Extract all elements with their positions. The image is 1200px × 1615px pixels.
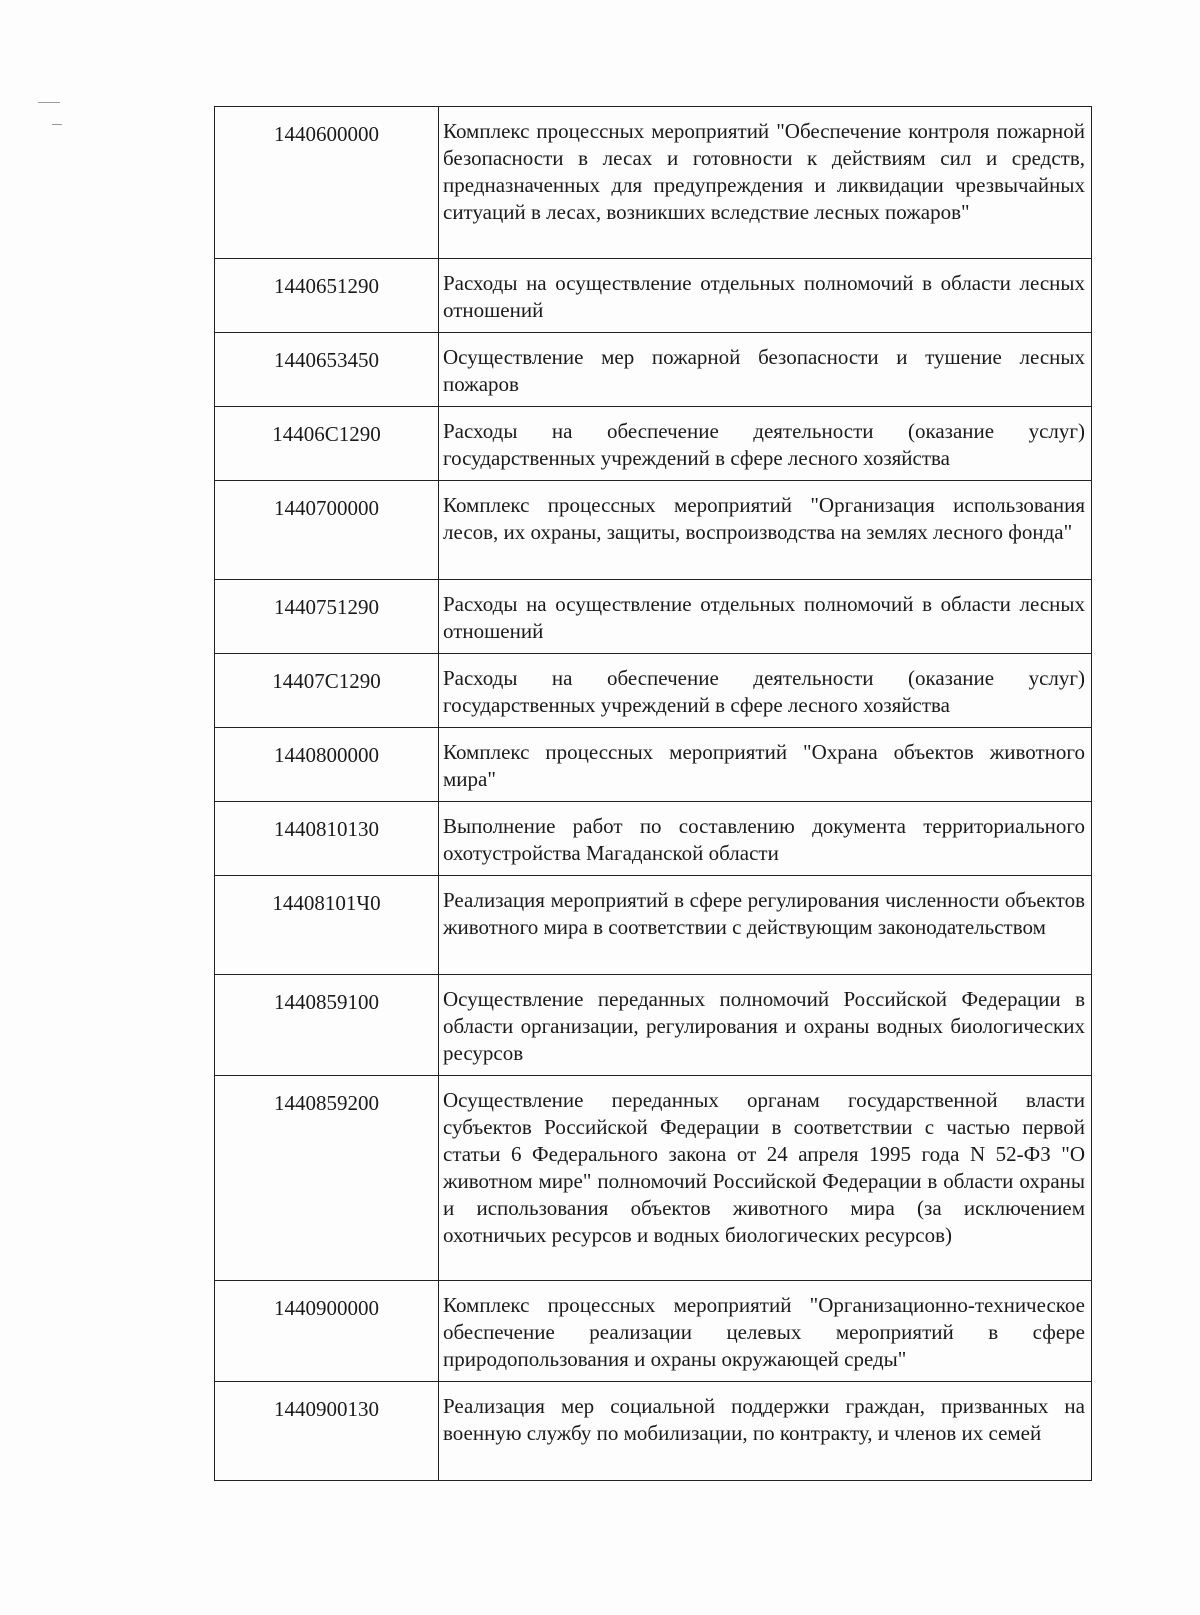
- row-description: Реализация мер социальной поддержки граждан, призванных на военную службу по мобилизации, по контракту, и членов их семей: [439, 1382, 1092, 1481]
- row-description: Выполнение работ по составлению документа территориального охотустройства Магаданской области: [439, 802, 1092, 876]
- table-row: [215, 407, 1092, 481]
- table-row: [215, 580, 1092, 654]
- row-description: Расходы на осуществление отдельных полномочий в области лесных отношений: [439, 580, 1092, 654]
- table-row: [215, 1076, 1092, 1281]
- row-description: Осуществление мер пожарной безопасности и тушение лесных пожаров: [439, 333, 1092, 407]
- table-row: [215, 802, 1092, 876]
- table-row: [215, 333, 1092, 407]
- row-description: Расходы на осуществление отдельных полномочий в области лесных отношений: [439, 259, 1092, 333]
- row-code: 1440600000: [215, 107, 439, 259]
- row-description: Осуществление переданных полномочий Российской Федерации в области организации, регулирования и охраны водных биологических ресурсов: [439, 975, 1092, 1076]
- table-row: [215, 728, 1092, 802]
- row-code: 1440653450: [215, 333, 439, 407]
- row-code: 14407С1290: [215, 654, 439, 728]
- table-row: [215, 654, 1092, 728]
- scan-speck: [38, 102, 60, 103]
- table-row: [215, 259, 1092, 333]
- scan-speck: [52, 124, 62, 125]
- row-description: Расходы на обеспечение деятельности (оказание услуг) государственных учреждений в сфере лесного хозяйства: [439, 654, 1092, 728]
- row-code: 1440810130: [215, 802, 439, 876]
- table-row: [215, 975, 1092, 1076]
- row-description: Комплекс процессных мероприятий "Охрана объектов животного мира": [439, 728, 1092, 802]
- row-code: 1440900000: [215, 1281, 439, 1382]
- row-description: Комплекс процессных мероприятий "Организационно-техническое обеспечение реализации целевых мероприятий в сфере природопользования и охраны окружающей среды": [439, 1281, 1092, 1382]
- row-code: 1440800000: [215, 728, 439, 802]
- table-body: [215, 107, 1092, 1481]
- row-code: 1440859100: [215, 975, 439, 1076]
- row-code: 14406С1290: [215, 407, 439, 481]
- row-code: 1440751290: [215, 580, 439, 654]
- row-code: 1440859200: [215, 1076, 439, 1281]
- table-row: [215, 1281, 1092, 1382]
- row-description: Комплекс процессных мероприятий "Организация использования лесов, их охраны, защиты, воспроизводства на землях лесного фонда": [439, 481, 1092, 580]
- row-code: 1440651290: [215, 259, 439, 333]
- row-code: 1440700000: [215, 481, 439, 580]
- row-description: Расходы на обеспечение деятельности (оказание услуг) государственных учреждений в сфере лесного хозяйства: [439, 407, 1092, 481]
- row-description: Реализация мероприятий в сфере регулирования численности объектов животного мира в соответствии с действующим законодательством: [439, 876, 1092, 975]
- budget-codes-table: [214, 106, 1092, 1481]
- table-row: [215, 107, 1092, 259]
- table-row: [215, 481, 1092, 580]
- table-row: [215, 876, 1092, 975]
- table-row: [215, 1382, 1092, 1481]
- row-description: Осуществление переданных органам государственной власти субъектов Российской Федерации в соответствии с частью первой статьи 6 Федерального закона от 24 апреля 1995 года N 52-ФЗ "О животном мире" полномочий Российской Федерации в области охраны и использования объектов животного мира (за исключением охотничьих ресурсов и водных биологических ресурсов): [439, 1076, 1092, 1281]
- row-code: 14408101Ч0: [215, 876, 439, 975]
- row-description: Комплекс процессных мероприятий "Обеспечение контроля пожарной безопасности в лесах и готовности к действиям сил и средств, предназначенных для предупреждения и ликвидации чрезвычайных ситуаций в лесах, возникших вследствие лесных пожаров": [439, 107, 1092, 259]
- row-code: 1440900130: [215, 1382, 439, 1481]
